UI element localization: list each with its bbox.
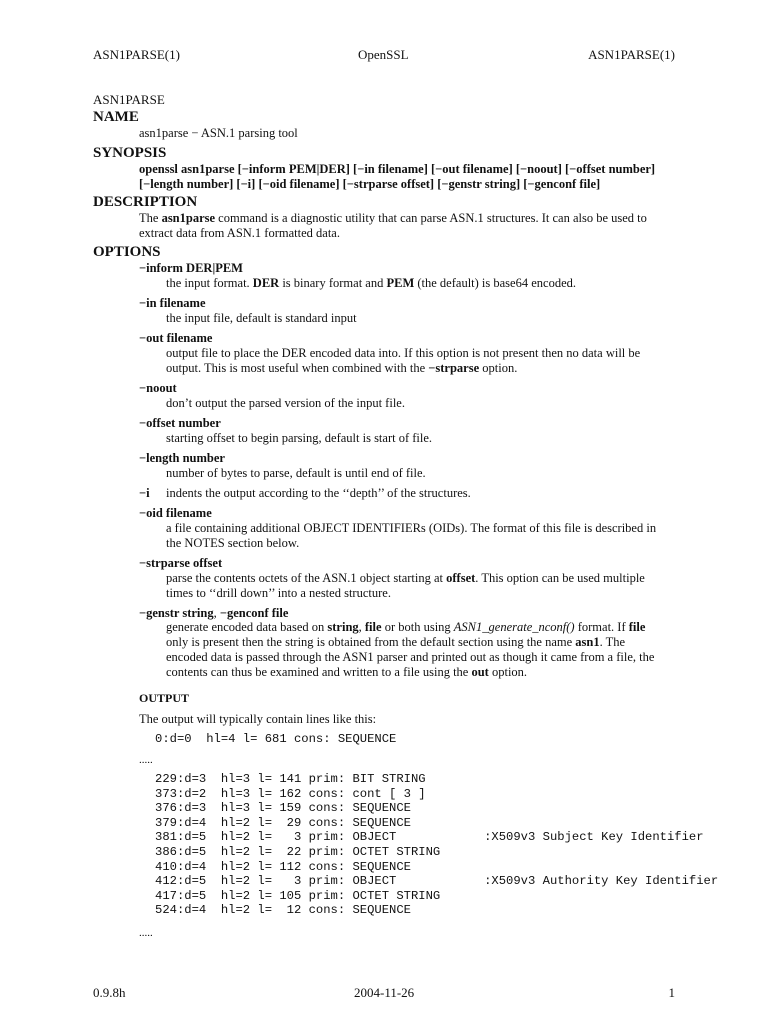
option-strparse-line-1: parse the contents octets of the ASN.1 object starting at offset. This option can be used multiple	[166, 571, 645, 585]
description-line-1: The asn1parse command is a diagnostic utility that can parse ASN.1 structures. It can also be used to	[139, 211, 647, 225]
option-in-text: the input file, default is standard input	[166, 311, 357, 325]
option-inform-text: the input format. DER is binary format and PEM (the default) is base64 encoded.	[166, 276, 576, 290]
option-strparse-label: −strparse offset	[139, 556, 223, 570]
option-i-label: −i	[139, 486, 150, 500]
synopsis-line-2: [−length number] [−i] [−oid filename] [−strparse offset] [−genstr string] [−genconf file]	[139, 177, 601, 191]
footer-page-number: 1	[668, 985, 675, 1000]
option-offset-label: −offset number	[139, 416, 221, 430]
output-line: 376:d=3 hl=3 l= 159 cons: SEQUENCE	[155, 801, 411, 816]
output-line: 417:d=5 hl=2 l= 105 prim: OCTET STRING	[155, 888, 441, 903]
output-line: 524:d=4 hl=2 l= 12 cons: SEQUENCE	[155, 903, 411, 918]
option-oid-label: −oid filename	[139, 506, 212, 520]
output-ellipsis-2: .....	[139, 927, 153, 939]
asn1parse-cmd: asn1parse	[161, 211, 216, 225]
doc-name: ASN1PARSE	[93, 92, 165, 107]
option-genstr-line-3: encoded data is passed through the ASN1 parser and printed out as though it came from a file, the	[166, 650, 655, 664]
header-left: ASN1PARSE(1)	[93, 47, 180, 62]
output-heading: OUTPUT	[139, 691, 190, 705]
output-first-line: 0:d=0 hl=4 l= 681 cons: SEQUENCE	[155, 732, 397, 746]
output-listing	[155, 772, 718, 918]
option-oid-line-1: a file containing additional OBJECT IDENTIFIERs (OIDs). The format of this file is described in	[166, 521, 657, 535]
option-out-line-2: output. This is most useful when combined with the −strparse option.	[166, 361, 518, 375]
options-heading: OPTIONS	[93, 244, 161, 260]
option-out-line-1: output file to place the DER encoded data into. If this option is not present then no data will be	[166, 346, 641, 360]
output-line: 229:d=3 hl=3 l= 141 prim: BIT STRING	[155, 772, 426, 786]
option-genstr-line-4: contents can thus be examined and written to a file using the out option.	[166, 665, 528, 679]
output-line: 412:d=5 hl=2 l= 3 prim: OBJECT :X509v3 Authority Key Identifier	[155, 874, 719, 889]
header-center: OpenSSL	[358, 47, 409, 62]
name-text: asn1parse − ASN.1 parsing tool	[139, 126, 298, 140]
description-line-2: extract data from ASN.1 formatted data.	[139, 226, 340, 240]
output-line: 410:d=4 hl=2 l= 112 cons: SEQUENCE	[155, 859, 411, 874]
option-genstr-label: −genstr string, −genconf file	[139, 606, 289, 620]
option-out-label: −out filename	[139, 331, 213, 345]
output-ellipsis-1: .....	[139, 754, 153, 766]
header-right: ASN1PARSE(1)	[588, 47, 675, 62]
footer-version: 0.9.8h	[93, 985, 126, 1000]
option-inform-label: −inform DER|PEM	[139, 261, 243, 275]
option-noout-text: don’t output the parsed version of the input file.	[166, 396, 405, 410]
option-length-text: number of bytes to parse, default is until end of file.	[166, 466, 426, 480]
synopsis-heading: SYNOPSIS	[93, 145, 167, 161]
description-heading: DESCRIPTION	[93, 194, 198, 210]
output-intro: The output will typically contain lines like this:	[139, 712, 377, 726]
name-heading: NAME	[93, 109, 139, 125]
option-offset-text: starting offset to begin parsing, default is start of file.	[166, 431, 433, 445]
output-line: 373:d=2 hl=3 l= 162 cons: cont [ 3 ]	[155, 786, 426, 801]
option-in-label: −in filename	[139, 296, 206, 310]
option-strparse-line-2: times to ‘‘drill down’’ into a nested structure.	[166, 586, 391, 600]
option-noout-label: −noout	[139, 381, 177, 395]
option-oid-line-2: the NOTES section below.	[166, 536, 300, 550]
option-length-label: −length number	[139, 451, 225, 465]
synopsis-line-1: openssl asn1parse [−inform PEM|DER] [−in filename] [−out filename] [−noout] [−offset number]	[139, 162, 656, 176]
option-genstr-line-2: only is present then the string is obtained from the default section using the name asn1. The	[166, 635, 626, 649]
option-genstr-line-1: generate encoded data based on string, file or both using ASN1_generate_nconf() format. If file	[166, 620, 646, 634]
output-line: 379:d=4 hl=2 l= 29 cons: SEQUENCE	[155, 815, 411, 830]
option-i-text: indents the output according to the ‘‘depth’’ of the structures.	[166, 486, 471, 500]
output-line: 386:d=5 hl=2 l= 22 prim: OCTET STRING	[155, 844, 441, 859]
output-line: 381:d=5 hl=2 l= 3 prim: OBJECT :X509v3 Subject Key Identifier	[155, 830, 704, 845]
footer-date: 2004-11-26	[354, 985, 415, 1000]
